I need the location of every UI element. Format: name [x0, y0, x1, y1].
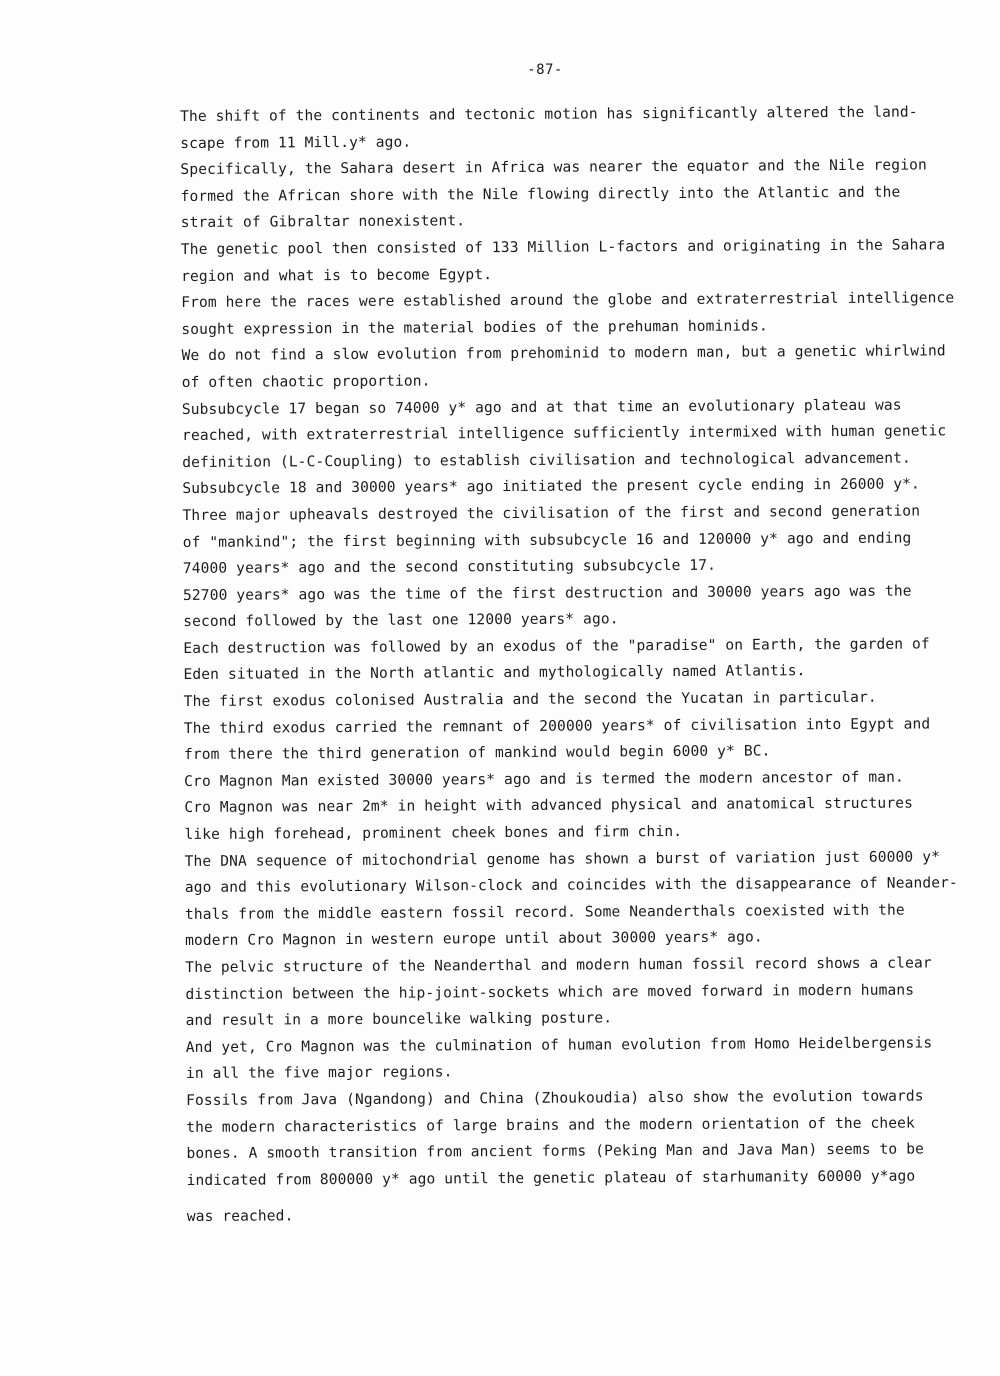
- text-line: Each destruction was followed by an exodus of the "paradise" on Earth, the garden of: [183, 635, 930, 657]
- text-line: The first exodus colonised Australia and the second the Yucatan in particular.: [183, 688, 877, 711]
- text-line: The third exodus carried the remnant of 200000 years* of civilisation into Egypt and: [183, 715, 931, 737]
- text-line: The DNA sequence of mitochondrial genome has shown a burst of variation just 60000 y*: [184, 847, 940, 870]
- text-line: and result in a more bouncelike walking posture.: [185, 1009, 613, 1030]
- text-line: Subsubcycle 18 and 30000 years* ago initiated the present cycle ending in 26000 y*.: [182, 475, 920, 498]
- text-line: sought expression in the material bodies of the prehuman hominids.: [181, 317, 768, 338]
- text-line: Cro Magnon Man existed 30000 years* ago and is termed the modern ancestor of man.: [184, 768, 904, 790]
- text-line: Specifically, the Sahara desert in Africa was nearer the equator and the Nile region: [180, 156, 927, 179]
- text-line: bones. A smooth transition from ancient forms (Peking Man and Java Man) seems to be: [186, 1140, 925, 1163]
- text-line: ago and this evolutionary Wilson-clock and coincides with the disappearance of Neander-: [184, 874, 958, 897]
- text-line: 52700 years* ago was the time of the first destruction and 30000 years ago was the: [182, 582, 912, 604]
- text-line: region and what is to become Egypt.: [180, 265, 493, 285]
- text-line: Cro Magnon was near 2m* in height with advanced physical and anatomical structures: [184, 794, 914, 817]
- text-line: And yet, Cro Magnon was the culmination of human evolution from Homo Heidelbergensis: [185, 1034, 933, 1056]
- text-line: Eden situated in the North atlantic and mythologically named Atlantis.: [183, 662, 806, 684]
- text-line: the modern characteristics of large brains and the modern orientation of the cheek: [186, 1114, 915, 1136]
- text-line: distinction between the hip-joint-sockets which are moved forward in modern humans: [185, 981, 915, 1003]
- text-line: formed the African shore with the Nile flowing directly into the Atlantic and the: [180, 183, 901, 205]
- text-line: We do not find a slow evolution from prehominid to modern man, but a genetic whirlwind: [181, 342, 946, 365]
- text-line: The genetic pool then consisted of 133 Million L-factors and originating in the Sahara: [180, 236, 946, 258]
- text-line: Three major upheavals destroyed the civilisation of the first and second generation: [182, 502, 921, 524]
- text-line: second followed by the last one 12000 years* ago.: [183, 610, 619, 631]
- text-line: like high forehead, prominent cheek bones and firm chin.: [184, 822, 683, 844]
- text-line: reached, with extraterrestrial intelligence sufficiently intermixed with human genetic: [181, 422, 947, 445]
- text-line: modern Cro Magnon in western europe until about 30000 years* ago.: [185, 928, 763, 950]
- text-line: Fossils from Java (Ngandong) and China (Zhoukoudia) also show the evolution towards: [186, 1087, 924, 1109]
- text-line: in all the five major regions.: [185, 1063, 453, 1083]
- page-number: -87-: [527, 62, 563, 78]
- text-line: indicated from 800000 y* ago until the genetic plateau of starhumanity 60000 y*ago: [186, 1167, 916, 1189]
- text-line: of often chaotic proportion.: [181, 372, 431, 391]
- text-line: was reached.: [186, 1207, 294, 1226]
- text-line: Subsubcycle 17 began so 74000 y* ago and at that time an evolutionary plateau was: [181, 396, 902, 418]
- text-line: The pelvic structure of the Neanderthal and modern human fossil record shows a clear: [185, 954, 932, 976]
- body-text: [180, 99, 958, 1231]
- text-line: From here the races were established around the globe and extraterrestrial intelligence: [181, 289, 955, 312]
- text-line: strait of Gibraltar nonexistent.: [180, 212, 466, 232]
- text-line: from there the third generation of mankind would begin 6000 y* BC.: [183, 742, 771, 764]
- text-line: scape from 11 Mill.y* ago.: [180, 133, 412, 152]
- text-line: The shift of the continents and tectonic motion has significantly altered the land-: [180, 103, 918, 125]
- text-line: of "mankind"; the first beginning with subsubcycle 16 and 120000 y* ago and ending: [182, 529, 912, 551]
- text-line: definition (L-C-Coupling) to establish civilisation and technological advancement.: [182, 449, 911, 471]
- text-line: thals from the middle eastern fossil record. Some Neanderthals coexisted with the: [184, 901, 905, 923]
- text-line: 74000 years* ago and the second constituting subsubcycle 17.: [182, 556, 717, 578]
